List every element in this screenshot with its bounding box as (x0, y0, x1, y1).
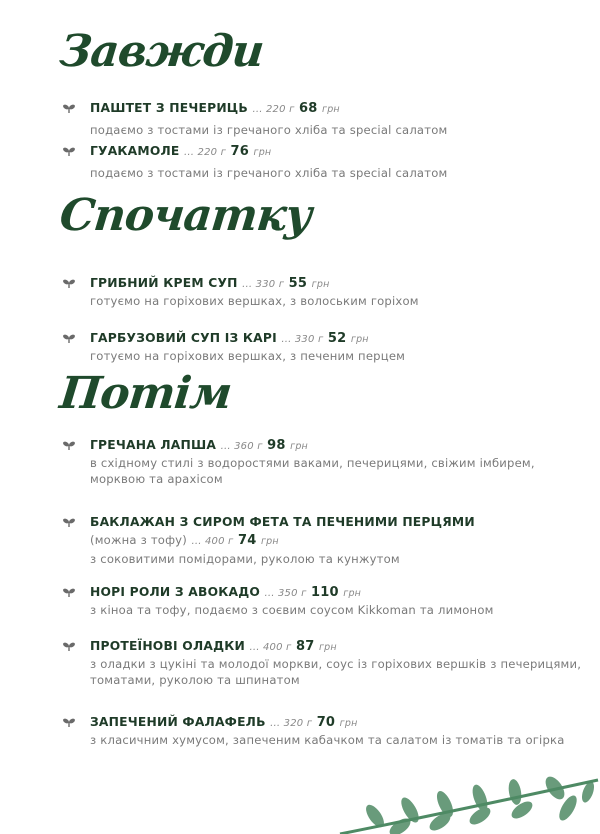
sprout-icon (62, 587, 76, 597)
item-price: 110 (311, 585, 339, 600)
item-currency: грн (260, 536, 279, 547)
item-weight: ... 360 г (220, 441, 263, 452)
menu-item (62, 276, 582, 309)
item-price: 70 (316, 715, 336, 730)
leaf-branch-decoration (330, 772, 600, 834)
item-price: 68 (299, 101, 318, 116)
item-weight: ... 400 г (249, 642, 292, 653)
menu-item (62, 515, 582, 567)
menu-item (62, 144, 582, 181)
item-currency: грн (311, 279, 330, 290)
sprout-icon (62, 717, 76, 727)
item-name: БАКЛАЖАН З СИРОМ ФЕТА ТА ПЕЧЕНИМИ ПЕРЦЯМИ (90, 515, 475, 529)
sprout-icon (62, 641, 76, 651)
item-name: ЗАПЕЧЕНИЙ ФАЛАФЕЛЬ (90, 715, 266, 729)
item-description: в східному стилі з водоростями ваками, печерицями, свіжим імбирем, морквою та арахісом (90, 456, 535, 486)
menu-item (62, 331, 582, 364)
item-currency: грн (290, 441, 308, 452)
item-description: готуємо на горіхових вершках, з печеним перцем (90, 349, 406, 363)
item-currency: грн (318, 642, 337, 653)
item-currency: грн (253, 147, 272, 158)
item-price: 87 (296, 639, 315, 654)
item-price: 98 (267, 438, 286, 453)
item-description: з соковитими помідорами, руколою та кунжутом (90, 552, 400, 566)
item-currency: грн (343, 588, 362, 599)
item-description: подаємо з тостами із гречаного хліба та special салатом (90, 123, 448, 137)
menu-item (62, 715, 582, 748)
item-name: ПРОТЕЇНОВІ ОЛАДКИ (90, 639, 245, 653)
item-description: з кіноа та тофу, подаємо з соєвим соусом Kikkoman та лимоном (90, 603, 494, 617)
item-name: ГРЕЧАНА ЛАПША (90, 438, 217, 452)
sprout-icon (62, 440, 76, 450)
item-price: 76 (230, 144, 250, 159)
sprout-icon (62, 333, 76, 343)
item-weight: ... 330 г (242, 279, 285, 290)
item-price: 52 (327, 331, 347, 346)
item-name: ГАРБУЗОВИЙ СУП ІЗ КАРІ (90, 331, 277, 345)
menu-item (62, 639, 582, 688)
sprout-icon (62, 103, 76, 113)
item-description: подаємо з тостами із гречаного хліба та special салатом (90, 166, 448, 180)
item-weight: ... 400 г (191, 536, 234, 547)
item-currency: грн (322, 104, 340, 115)
item-currency: грн (339, 718, 358, 729)
sprout-icon (62, 146, 76, 156)
sprout-icon (62, 278, 76, 288)
item-price: 55 (288, 276, 308, 291)
sprout-icon (62, 517, 76, 527)
item-currency: грн (350, 334, 369, 345)
menu-item (62, 438, 582, 487)
item-description: з оладки з цукіні та молодої моркви, соус із горіхових вершків з печерицями, томатами, руколою та шпинатом (90, 657, 582, 687)
section-heading-always: Завжди (57, 26, 266, 77)
item-name: ПАШТЕТ З ПЕЧЕРИЦЬ (90, 101, 248, 115)
item-price: 74 (238, 533, 257, 548)
menu-item (62, 101, 582, 138)
item-weight: ... 320 г (270, 718, 313, 729)
item-note: (можна з тофу) (90, 533, 187, 547)
item-weight: ... 330 г (281, 334, 324, 345)
item-name: НОРІ РОЛИ З АВОКАДО (90, 585, 260, 599)
menu-item (62, 585, 582, 618)
item-weight: ... 220 г (252, 104, 295, 115)
item-weight: ... 350 г (264, 588, 307, 599)
item-description: готуємо на горіхових вершках, з волоським горіхом (90, 294, 419, 308)
item-description: з класичним хумусом, запеченим кабачком та салатом із томатів та огірка (90, 733, 565, 747)
section-heading-then: Потім (57, 368, 234, 419)
item-name: ГРИБНИЙ КРЕМ СУП (90, 276, 238, 290)
item-weight: ... 220 г (184, 147, 227, 158)
item-name: ГУАКАМОЛЕ (90, 144, 180, 158)
section-heading-first: Спочатку (57, 190, 314, 241)
